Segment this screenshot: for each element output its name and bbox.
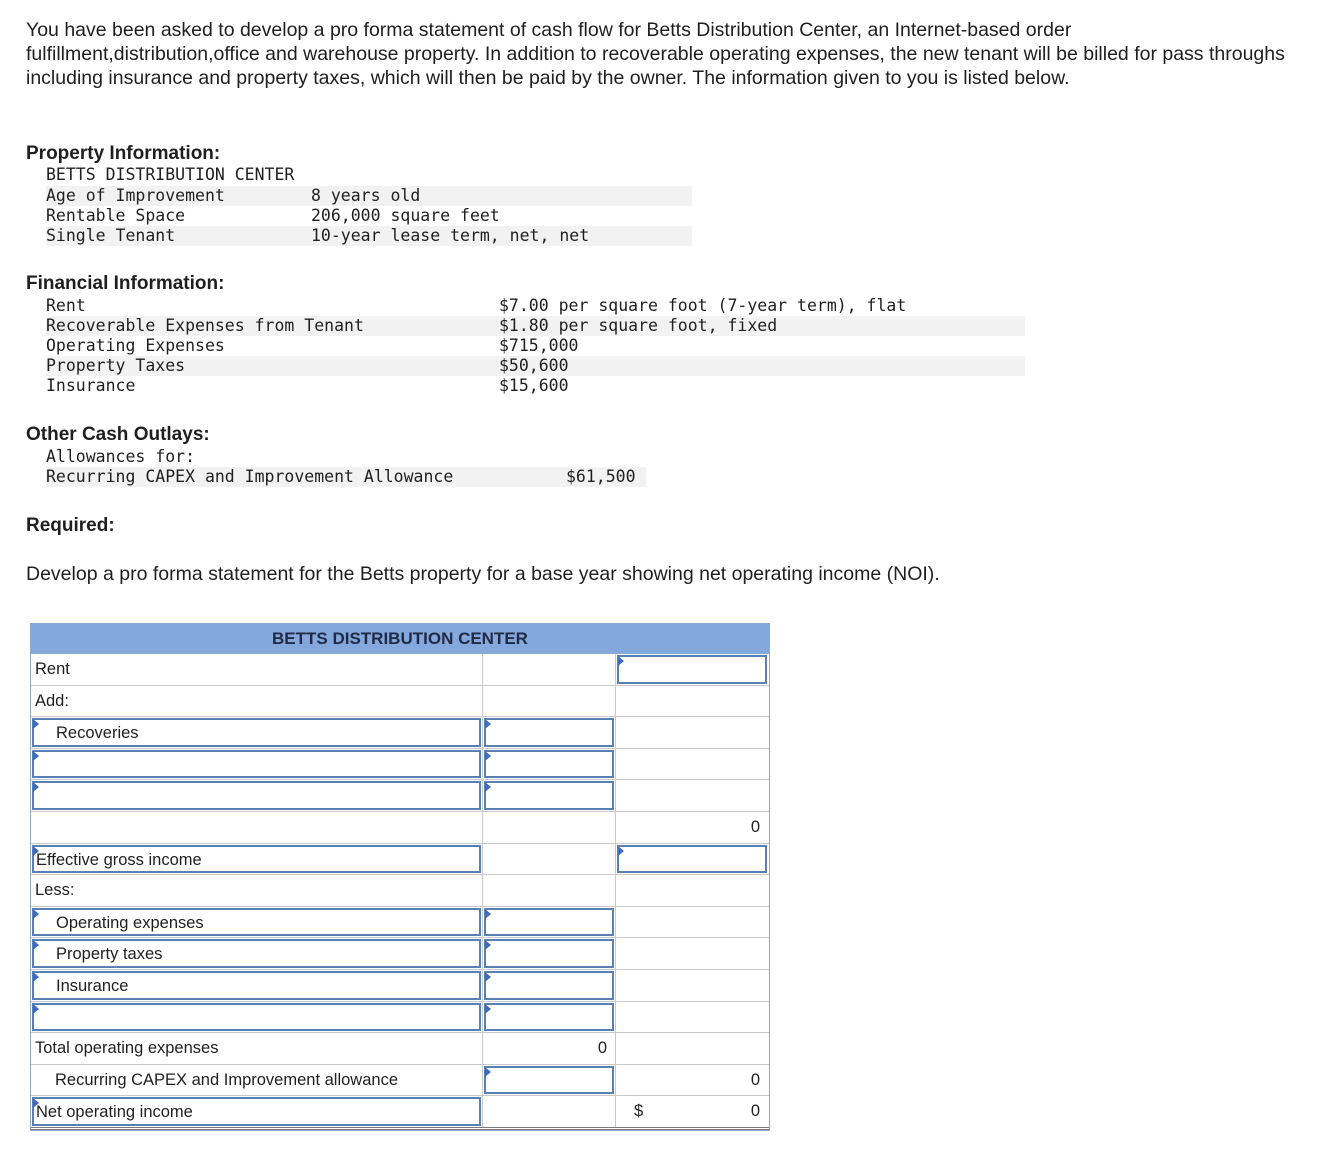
property-label: Single Tenant xyxy=(46,226,176,245)
capex-amount-input[interactable] xyxy=(484,1066,614,1095)
table-row xyxy=(31,844,769,876)
taxes-amount-input[interactable] xyxy=(484,939,614,968)
table-row xyxy=(31,654,769,686)
financial-heading: Financial Information: xyxy=(26,273,225,294)
property-row xyxy=(46,186,692,206)
egi-input[interactable] xyxy=(617,845,767,874)
recoveries-label: Recoveries xyxy=(56,724,139,743)
recoveries-amount-input[interactable] xyxy=(484,718,614,747)
property-heading: Property Information: xyxy=(26,143,221,164)
financial-value: $1.80 per square foot, fixed xyxy=(499,316,778,335)
addition-amount-input[interactable] xyxy=(484,781,614,810)
total-opex-label: Total operating expenses xyxy=(35,1039,219,1058)
table-row xyxy=(31,717,769,749)
additions-total: 0 xyxy=(750,817,760,836)
financial-row xyxy=(46,376,1025,396)
intro-paragraph: You have been asked to develop a pro forma statement of cash flow for Betts Distribution Center, an Internet-based order fulfillment,distribution,office and warehouse property. In addition to recoverable operating expenses, the new tenant will be billed for pass throughs including insurance and property taxes, which will then be paid by the owner. The information given to you is listed below. xyxy=(26,19,1285,89)
table-row xyxy=(31,686,769,718)
recoveries-label-input[interactable] xyxy=(32,718,481,747)
taxes-label: Property taxes xyxy=(56,945,163,964)
property-value: 10-year lease term, net, net xyxy=(311,226,590,245)
worksheet-title: BETTS DISTRIBUTION CENTER xyxy=(31,624,769,654)
financial-label: Property Taxes xyxy=(46,356,186,375)
financial-row xyxy=(46,296,1025,316)
noi-label: Net operating income xyxy=(36,1103,193,1122)
noi-value: 0 xyxy=(750,1102,760,1121)
noi-currency: $ xyxy=(634,1102,644,1121)
financial-label: Recoverable Expenses from Tenant xyxy=(46,316,364,335)
required-heading: Required: xyxy=(26,515,115,536)
table-row xyxy=(31,970,769,1002)
financial-value: $15,600 xyxy=(499,376,569,395)
rent-input[interactable] xyxy=(617,655,767,684)
financial-value: $50,600 xyxy=(499,356,569,375)
less-label: Less: xyxy=(35,881,75,900)
expense-label-input[interactable] xyxy=(32,1003,481,1032)
property-name: BETTS DISTRIBUTION CENTER xyxy=(46,165,295,184)
property-label: Age of Improvement xyxy=(46,186,225,205)
table-row xyxy=(31,938,769,970)
addition-amount-input[interactable] xyxy=(484,750,614,779)
insurance-amount-input[interactable] xyxy=(484,971,614,1000)
table-row xyxy=(31,780,769,812)
noi-label-input[interactable] xyxy=(32,1097,481,1126)
addition-label-input[interactable] xyxy=(32,781,481,810)
required-text: Develop a pro forma statement for the Betts property for a base year showing net operating income (NOI). xyxy=(26,563,940,585)
property-label: Rentable Space xyxy=(46,206,186,225)
financial-label: Operating Expenses xyxy=(46,336,225,355)
outlays-heading: Other Cash Outlays: xyxy=(26,424,210,445)
egi-label: Effective gross income xyxy=(36,850,202,869)
insurance-label-input[interactable] xyxy=(32,971,481,1000)
capex-total: 0 xyxy=(750,1070,760,1089)
table-row xyxy=(31,1065,769,1097)
financial-row xyxy=(46,356,1025,376)
table-row xyxy=(31,1033,769,1065)
taxes-label-input[interactable] xyxy=(32,939,481,968)
outlays-value: $61,500 xyxy=(566,467,636,486)
property-value: 8 years old xyxy=(311,186,421,205)
egi-label-input[interactable] xyxy=(32,845,481,874)
rent-label: Rent xyxy=(35,660,70,678)
table-row xyxy=(31,1002,769,1034)
addition-label-input[interactable] xyxy=(32,750,481,779)
property-value: 206,000 square feet xyxy=(311,206,500,225)
table-row xyxy=(31,875,769,907)
add-label: Add: xyxy=(35,691,69,710)
financial-label: Rent xyxy=(46,296,86,315)
table-row xyxy=(31,907,769,939)
financial-value: $715,000 xyxy=(499,336,579,355)
outlays-sub: Allowances for: xyxy=(46,447,196,466)
total-opex-value: 0 xyxy=(597,1039,607,1058)
capex-label: Recurring CAPEX and Improvement allowance xyxy=(55,1070,398,1089)
financial-value: $7.00 per square foot (7-year term), flat xyxy=(499,296,907,315)
opex-label-input[interactable] xyxy=(32,908,481,937)
outlays-label: Recurring CAPEX and Improvement Allowance xyxy=(46,467,454,486)
insurance-label: Insurance xyxy=(56,976,129,995)
outlays-row xyxy=(46,467,646,487)
financial-row xyxy=(46,336,1025,356)
expense-amount-input[interactable] xyxy=(484,1003,614,1032)
property-row xyxy=(46,226,692,246)
property-row xyxy=(46,206,692,226)
table-row xyxy=(31,812,769,844)
proforma-worksheet xyxy=(30,623,770,1131)
opex-label: Operating expenses xyxy=(56,913,204,932)
table-row xyxy=(31,749,769,781)
financial-label: Insurance xyxy=(46,376,136,395)
opex-amount-input[interactable] xyxy=(484,908,614,937)
table-row xyxy=(31,1096,769,1130)
financial-row xyxy=(46,316,1025,336)
